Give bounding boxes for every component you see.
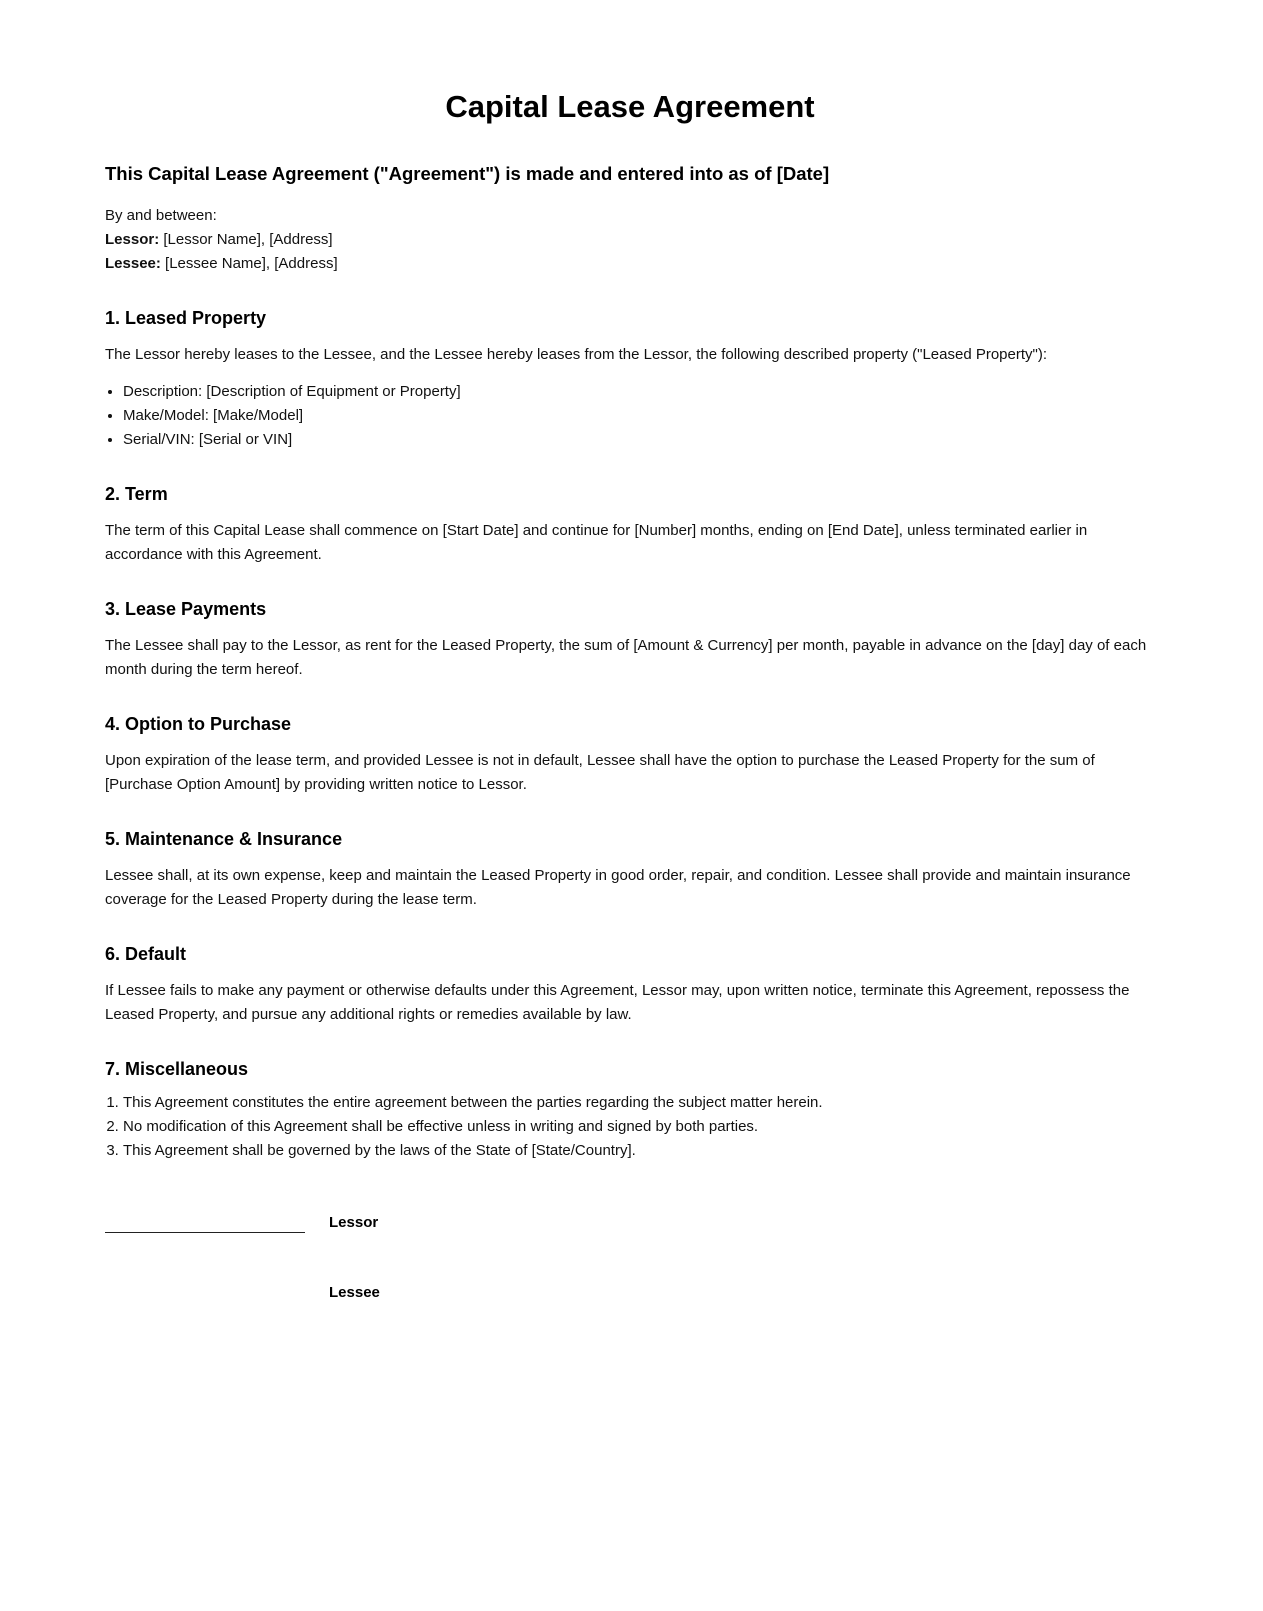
document-page [105,0,1155,1313]
list-item: • Description: [Description of Equipment or Property] [123,380,1155,404]
section-heading-lease-payments: 3. Lease Payments [105,599,267,619]
lessee-party-value: [Lessee Name], [Address] [160,255,338,272]
lessor-party-row [105,228,1155,252]
section-heading-miscellaneous: 7. Miscellaneous [105,1059,249,1079]
lessee-party-label: Lessee: [105,255,161,272]
lessor-party-label: Lessor: [105,231,160,248]
parties-block [105,204,1155,276]
section-heading-maintenance-insurance: 5. Maintenance & Insurance [105,829,343,849]
section-heading-default: 6. Default [105,944,187,964]
signature-block [105,1203,1155,1313]
by-and-between-text: By and between: [105,207,217,224]
lessee-party-row [105,252,1155,276]
lessor-party-value: [Lessor Name], [Address] [159,231,333,248]
lessee-signature-clip [329,1283,380,1297]
section-heading-option-to-purchase: 4. Option to Purchase [105,714,292,734]
list-item: 3. This Agreement shall be governed by the laws of the State of [State/Country]. [123,1139,1155,1163]
section-heading-leased-property: 1. Leased Property [105,308,267,328]
section-text-default: If Lessee fails to make any payment or otherwise defaults under this Agreement, Lessor may, upon written notice, terminate this Agreement, repossess the Leased Property, and pursue any additional rights or remedies available by law. [105,982,1130,1023]
section-text-term: The term of this Capital Lease shall commence on [Start Date] and continue for [Number] months, ending on [End Date], unless terminated earlier in accordance with this Agreement. [105,522,1088,563]
section-text-leased-property: The Lessor hereby leases to the Lessee, and the Lessee hereby leases from the Lessor, the following described property ("Leased Property"): [105,346,1048,363]
intro-heading: This Capital Lease Agreement ("Agreement") is made and entered into as of [Date] [105,163,830,184]
lessor-signature-line[interactable] [105,1232,305,1233]
section-text-lease-payments: The Lessee shall pay to the Lessor, as rent for the Leased Property, the sum of [Amount & Currency] per month, payable in advance on the [day] day of each month during the term hereof. [105,637,1147,678]
lessor-signature-label: Lessor [329,1214,379,1231]
list-item: 1. This Agreement constitutes the entire agreement between the parties regarding the subject matter herein. [123,1091,1155,1115]
section-text-maintenance-insurance: Lessee shall, at its own expense, keep and maintain the Leased Property in good order, repair, and condition. Lessee shall provide and maintain insurance coverage for the Leased Property during the lease term. [105,867,1131,908]
list-item: 2. No modification of this Agreement shall be effective unless in writing and signed by both parties. [123,1115,1155,1139]
miscellaneous-list [105,1091,1155,1163]
section-text-option-to-purchase: Upon expiration of the lease term, and provided Lessee is not in default, Lessee shall have the option to purchase the Leased Property for the sum of [Purchase Option Amount] by providing written notice to Lessor. [105,752,1095,793]
section-heading-term: 2. Term [105,484,168,504]
lessee-signature-label: Lessee [329,1284,380,1297]
list-item: • Serial/VIN: [Serial or VIN] [123,428,1155,452]
document-title: Capital Lease Agreement [445,89,815,124]
list-item: • Make/Model: [Make/Model] [123,404,1155,428]
leased-property-list [105,380,1155,452]
